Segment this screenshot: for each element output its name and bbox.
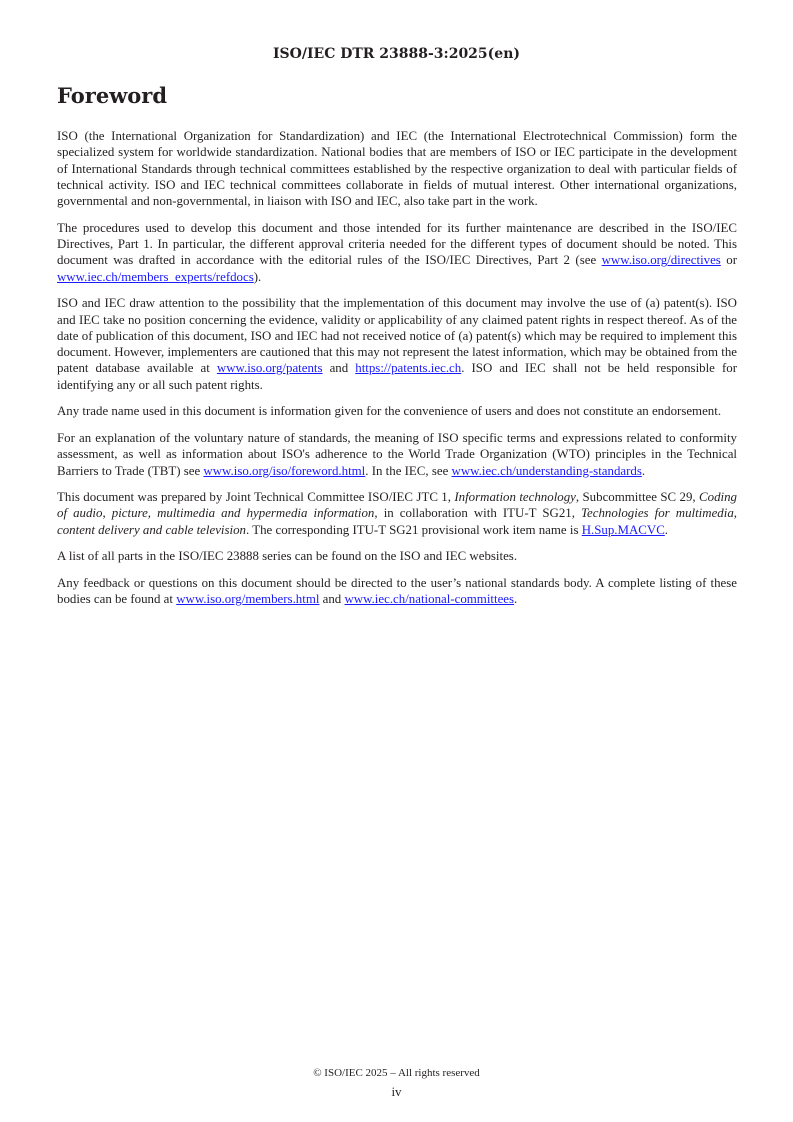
paragraph-text: ). (253, 269, 262, 284)
paragraph-feedback (57, 575, 737, 608)
paragraph-text: This document was prepared by Joint Technical Committee ISO/IEC JTC 1, (57, 490, 455, 505)
paragraph-text: or (720, 253, 737, 268)
itu-group-name: Technologies for multimedia, content delivery and cable television (57, 506, 737, 537)
link-iso-foreword[interactable]: www.iso.org/iso/foreword.html (203, 463, 366, 478)
paragraph-text: . ISO and IEC shall not be held responsible for identifying any or all such patent rights. (57, 361, 737, 392)
paragraph-text: . In the IEC, see (365, 463, 452, 478)
paragraph-trade-name (57, 403, 737, 419)
paragraph-text: Any trade name used in this document is information given for the convenience of users and does not constitute an endorsement. (57, 404, 722, 419)
paragraph-text: ISO (the International Organization for Standardization) and IEC (the International Electrotechnical Commission) form the specialized system for worldwide standardization. National bodies that are members of ISO or IEC participate in the development of International Standards through technical committees established by the respective organization to deal with particular fields of technical activity. ISO and IEC technical committees collaborate in fields of mutual interest. Other international organizations, governmental and non-governmental, in liaison with ISO and IEC, also take part in the work. (57, 129, 737, 209)
paragraph-text: . (664, 522, 669, 537)
paragraph-text: and (319, 592, 345, 607)
link-iso-directives[interactable]: www.iso.org/directives (601, 253, 721, 268)
link-work-item[interactable]: H.Sup.MACVC (581, 522, 665, 537)
paragraph-prepared-by (57, 489, 737, 538)
link-iec-refdocs[interactable]: www.iec.ch/members_experts/refdocs (57, 269, 254, 284)
subcommittee-name: Coding of audio, picture, multimedia and hypermedia information (57, 490, 738, 521)
paragraph-text: . (514, 592, 518, 607)
link-iec-national-committees[interactable]: www.iec.ch/national-committees (344, 592, 515, 607)
paragraph-text: , in collaboration with ITU-T SG21, (374, 506, 582, 521)
page-title: Foreword (57, 83, 168, 108)
paragraph-text: . (641, 463, 646, 478)
paragraph-patents (57, 295, 737, 393)
committee-name: Information technology (454, 490, 576, 505)
link-iso-patents[interactable]: www.iso.org/patents (216, 361, 323, 376)
link-iec-understanding-standards[interactable]: www.iec.ch/understanding-standards (451, 463, 642, 478)
page-number: iv (391, 1084, 402, 1099)
paragraph-text: ISO and IEC draw attention to the possibility that the implementation of this document may involve the use of (a) patent(s). ISO and IEC take no position concerning the evidence, validity or applicability of any claimed patent rights in respect thereof. As of the date of publication of this document, ISO and IEC had not received notice of (a) patent(s) which may be required to implement this document. However, implementers are cautioned that this may not represent the latest information, which may be obtained from the patent database available at (57, 296, 737, 376)
copyright-footer: © ISO/IEC 2025 – All rights reserved (313, 1067, 480, 1079)
document-id-header: ISO/IEC DTR 23888-3:2025(en) (273, 46, 520, 62)
foreword-body (57, 128, 737, 618)
paragraph-procedures (57, 220, 737, 285)
paragraph-text: For an explanation of the voluntary nature of standards, the meaning of ISO specific terms and expressions related to conformity assessment, as well as information about ISO's adherence to the World Trade Organization (WTO) principles in the Technical Barriers to Trade (TBT) see (57, 430, 737, 478)
paragraph-series-list (57, 548, 737, 564)
link-iec-patents[interactable]: https://patents.iec.ch (355, 361, 462, 376)
paragraph-text: A list of all parts in the ISO/IEC 23888 series can be found on the ISO and IEC websites. (57, 549, 518, 564)
paragraph-organizations (57, 128, 737, 209)
paragraph-text: Any feedback or questions on this document should be directed to the user’s national standards body. A complete listing of these bodies can be found at (57, 575, 737, 607)
paragraph-text: and (322, 361, 356, 376)
link-iso-members[interactable]: www.iso.org/members.html (176, 592, 320, 607)
paragraph-voluntary-nature (57, 430, 737, 479)
paragraph-text: . The corresponding ITU-T SG21 provisional work item name is (246, 522, 582, 537)
paragraph-text: , Subcommittee SC 29, (575, 490, 700, 505)
paragraph-text: The procedures used to develop this document and those intended for its further maintenance are described in the ISO/IEC Directives, Part 1. In particular, the different approval criteria needed for the different types of document should be noted. This document was drafted in accordance with the editorial rules of the ISO/IEC Directives, Part 2 (see (57, 220, 737, 268)
